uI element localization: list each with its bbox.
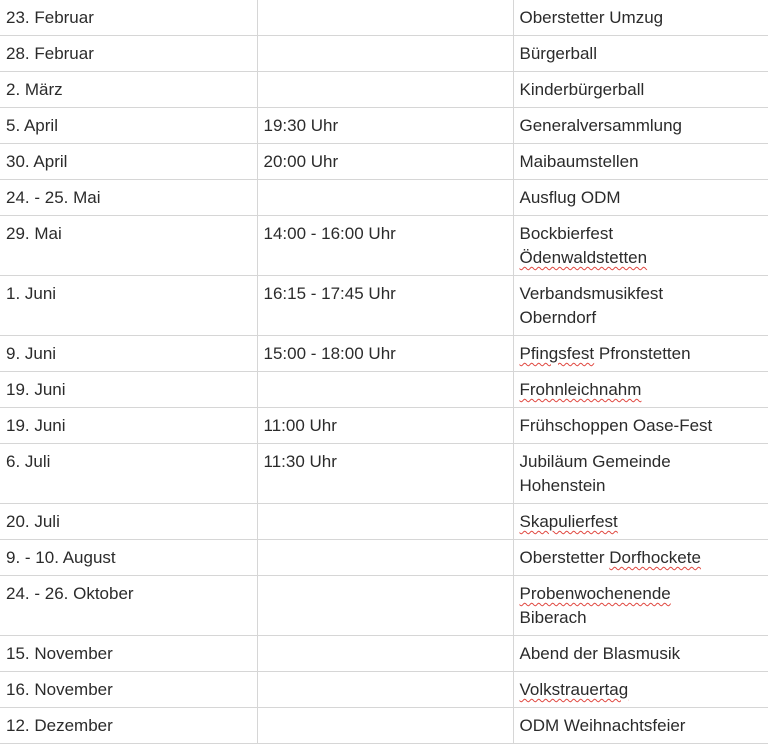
- time-cell: [257, 504, 513, 540]
- time-cell: [257, 636, 513, 672]
- event-text: Pfronstetten: [594, 344, 691, 363]
- table-row: [0, 672, 768, 708]
- table-row: [0, 576, 768, 636]
- date-cell: 24. - 25. Mai: [0, 180, 257, 216]
- event-cell: Generalversammlung: [513, 108, 768, 144]
- event-cell: [513, 276, 768, 336]
- event-text: Pfingsfest: [519, 344, 595, 363]
- event-cell: Abend der Blasmusik: [513, 636, 768, 672]
- date-cell: 19. Juni: [0, 372, 257, 408]
- event-line: Ödenwaldstetten: [519, 248, 648, 267]
- time-cell: [257, 180, 513, 216]
- table-row: [0, 0, 768, 36]
- date-cell: 29. Mai: [0, 216, 257, 276]
- event-cell: [513, 444, 768, 504]
- table-row: [0, 372, 768, 408]
- event-cell: Maibaumstellen: [513, 144, 768, 180]
- event-cell: [513, 216, 768, 276]
- table-row: [0, 276, 768, 336]
- event-cell: Frühschoppen Oase-Fest: [513, 408, 768, 444]
- time-cell: [257, 372, 513, 408]
- date-cell: 28. Februar: [0, 36, 257, 72]
- event-text: Dorfhockete: [609, 548, 701, 567]
- event-cell: [513, 576, 768, 636]
- date-cell: 16. November: [0, 672, 257, 708]
- event-text: Frohnleichnahm: [519, 380, 642, 399]
- table-row: [0, 36, 768, 72]
- event-cell: [513, 540, 768, 576]
- date-cell: 2. März: [0, 72, 257, 108]
- table-row: [0, 504, 768, 540]
- table-row: [0, 144, 768, 180]
- event-line: Biberach: [519, 608, 587, 627]
- event-line: Bockbierfest: [519, 224, 614, 243]
- event-line: Probenwochenende: [519, 584, 671, 603]
- table-row: [0, 336, 768, 372]
- event-cell: [513, 336, 768, 372]
- date-cell: 23. Februar: [0, 0, 257, 36]
- table-row: [0, 180, 768, 216]
- date-cell: 20. Juli: [0, 504, 257, 540]
- event-line: Verbandsmusikfest: [519, 284, 664, 303]
- time-cell: [257, 36, 513, 72]
- date-cell: 9. Juni: [0, 336, 257, 372]
- table-row: [0, 72, 768, 108]
- time-cell: [257, 540, 513, 576]
- event-line: Oberndorf: [519, 308, 597, 327]
- table-row: [0, 216, 768, 276]
- event-cell: [513, 372, 768, 408]
- event-cell: ODM Weihnachtsfeier: [513, 708, 768, 744]
- event-cell: Kinderbürgerball: [513, 72, 768, 108]
- time-cell: 14:00 - 16:00 Uhr: [257, 216, 513, 276]
- time-cell: 16:15 - 17:45 Uhr: [257, 276, 513, 336]
- table-row: [0, 444, 768, 504]
- time-cell: [257, 72, 513, 108]
- event-cell: [513, 504, 768, 540]
- event-text: Oberstetter: [519, 548, 610, 567]
- table-row: [0, 108, 768, 144]
- date-cell: 9. - 10. August: [0, 540, 257, 576]
- date-cell: 24. - 26. Oktober: [0, 576, 257, 636]
- table-row: [0, 636, 768, 672]
- time-cell: 15:00 - 18:00 Uhr: [257, 336, 513, 372]
- time-cell: 11:30 Uhr: [257, 444, 513, 504]
- event-line: Hohenstein: [519, 476, 606, 495]
- time-cell: [257, 0, 513, 36]
- date-cell: 1. Juni: [0, 276, 257, 336]
- date-cell: 15. November: [0, 636, 257, 672]
- table-row: [0, 540, 768, 576]
- time-cell: 20:00 Uhr: [257, 144, 513, 180]
- date-cell: 30. April: [0, 144, 257, 180]
- time-cell: [257, 576, 513, 636]
- time-cell: [257, 708, 513, 744]
- time-cell: 11:00 Uhr: [257, 408, 513, 444]
- table-row: [0, 708, 768, 744]
- date-cell: 6. Juli: [0, 444, 257, 504]
- date-cell: 19. Juni: [0, 408, 257, 444]
- date-cell: 5. April: [0, 108, 257, 144]
- time-cell: 19:30 Uhr: [257, 108, 513, 144]
- date-cell: 12. Dezember: [0, 708, 257, 744]
- event-cell: [513, 672, 768, 708]
- table-row: [0, 408, 768, 444]
- event-text: Skapulierfest: [519, 512, 618, 531]
- time-cell: [257, 672, 513, 708]
- event-cell: Oberstetter Umzug: [513, 0, 768, 36]
- event-cell: Ausflug ODM: [513, 180, 768, 216]
- event-text: Volkstrauertag: [519, 680, 629, 699]
- event-cell: Bürgerball: [513, 36, 768, 72]
- event-line: Jubiläum Gemeinde: [519, 452, 671, 471]
